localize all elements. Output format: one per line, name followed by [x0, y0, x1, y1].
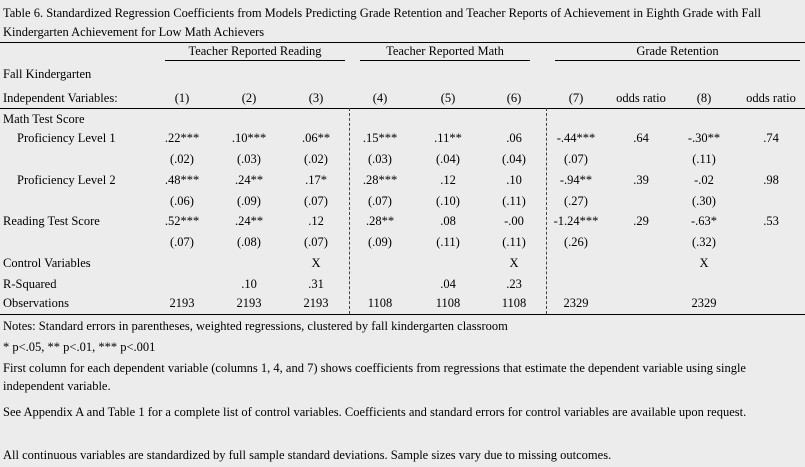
reading-coef-cell: .53	[763, 214, 779, 228]
obs-cell: 2193	[169, 296, 195, 310]
group-header-reading	[165, 44, 345, 59]
reading-se-cell: (.07)	[304, 235, 328, 249]
reading-coef-cell: .52***	[164, 214, 200, 228]
pl1-se-cell: (.03)	[237, 152, 261, 166]
column-header: (8)	[696, 91, 712, 105]
pl2-coef-cell: .39	[633, 173, 649, 187]
pl1-coef-cell: .11**	[434, 131, 462, 145]
pl1-coef-cell: .22***	[164, 131, 200, 145]
column-header: (6)	[506, 91, 522, 105]
group-underline-math	[360, 60, 530, 61]
reading-coef-cell: -.00	[504, 214, 524, 228]
pl1-coef-cell: .15***	[362, 131, 398, 145]
pl2-coef-cell: .24**	[234, 173, 264, 187]
rsq-cell: .31	[308, 277, 324, 291]
group-underline-reading	[165, 60, 345, 61]
group-header-reading-label: Teacher Reported Reading	[188, 44, 322, 58]
row-label-obs: Observations	[3, 296, 69, 310]
row-label-control: Control Variables	[3, 256, 91, 270]
table-title: Table 6. Standardized Regression Coefficients from Models Predicting Grade Retention and Teacher Reports of Achievement in Eighth Grade with Fall Kindergarten Achievement for Low Math Achievers	[3, 6, 762, 39]
pl1-se-cell: (.02)	[170, 152, 194, 166]
reading-se-cell: (.11)	[502, 235, 526, 249]
column-header: (3)	[308, 91, 324, 105]
control-cell: X	[311, 256, 321, 270]
obs-cell: 2193	[303, 296, 329, 310]
pl2-se-cell: (.06)	[170, 194, 194, 208]
pl2-coef-cell: .48***	[164, 173, 200, 187]
reading-se-cell: (.07)	[170, 235, 194, 249]
pl2-coef-cell: -.02	[694, 173, 714, 187]
row-label-rsq: R-Squared	[3, 277, 57, 291]
pl2-se-cell: (.09)	[237, 194, 261, 208]
note-first-column: First column for each dependent variable (columns 1, 4, and 7) shows coefficients from regressions that estimate the dependent variable using single independent variable.	[3, 361, 746, 393]
rsq-cell: .23	[506, 277, 522, 291]
column-header: (5)	[440, 91, 456, 105]
row-label-reading: Reading Test Score	[3, 214, 100, 228]
pl2-se-cell: (.07)	[304, 194, 328, 208]
control-cell: X	[699, 256, 709, 270]
column-header: odds ratio	[746, 91, 796, 105]
pl1-coef-cell: -.44***	[556, 131, 596, 145]
row-label-pl2: Proficiency Level 2	[17, 173, 116, 187]
obs-cell: 2193	[236, 296, 262, 310]
bottom-rule	[0, 314, 805, 315]
reading-coef-cell: .12	[308, 214, 324, 228]
reading-se-cell: (.09)	[368, 235, 392, 249]
reading-coef-cell: .29	[633, 214, 649, 228]
top-rule	[0, 42, 805, 43]
pl1-coef-cell: .06**	[301, 131, 331, 145]
column-header: odds ratio	[616, 91, 666, 105]
rsq-cell: .10	[241, 277, 257, 291]
pl2-coef-cell: .10	[506, 173, 522, 187]
pl1-se-cell: (.07)	[564, 152, 588, 166]
pl2-coef-cell: .12	[440, 173, 456, 187]
pl1-coef-cell: -.30**	[687, 131, 721, 145]
pl1-coef-cell: .64	[633, 131, 649, 145]
pl1-se-cell: (.02)	[304, 152, 328, 166]
note-significance: * p<.05, ** p<.01, *** p<.001	[3, 340, 156, 354]
reading-se-cell: (.26)	[564, 235, 588, 249]
note-standard-errors: Notes: Standard errors in parentheses, weighted regressions, clustered by fall kindergarten classroom	[3, 319, 508, 333]
pl1-se-cell: (.03)	[368, 152, 392, 166]
group-header-math	[360, 44, 530, 59]
pl1-coef-cell: .10***	[231, 131, 267, 145]
stub-header-line1: Fall Kindergarten	[3, 67, 92, 81]
pl2-coef-cell: -.94**	[559, 173, 593, 187]
obs-cell: 2329	[563, 296, 589, 310]
header-rule	[0, 108, 805, 109]
obs-cell: 1108	[367, 296, 393, 310]
reading-se-cell: (.11)	[436, 235, 460, 249]
pl2-coef-cell: .98	[763, 173, 779, 187]
reading-coef-cell: .08	[440, 214, 456, 228]
column-header: (1)	[174, 91, 190, 105]
group-header-retention	[555, 44, 800, 59]
reading-coef-cell: -.63*	[690, 214, 718, 228]
reading-se-cell: (.08)	[237, 235, 261, 249]
note-standardized: All continuous variables are standardized by full sample standard deviations. Sample sizes vary due to missing outcomes.	[3, 448, 612, 462]
pl2-coef-cell: .17*	[305, 173, 327, 187]
group-header-retention-label: Grade Retention	[636, 44, 719, 58]
pl1-coef-cell: .06	[506, 131, 522, 145]
obs-cell: 1108	[501, 296, 527, 310]
pl2-se-cell: (.30)	[692, 194, 716, 208]
column-header: (4)	[372, 91, 388, 105]
pl2-se-cell: (.07)	[368, 194, 392, 208]
rsq-cell: .04	[440, 277, 456, 291]
pl1-se-cell: (.04)	[436, 152, 460, 166]
row-label-pl1: Proficiency Level 1	[17, 131, 116, 145]
note-control-variables: See Appendix A and Table 1 for a complete list of control variables. Coefficients and standard errors for control variables are available upon request.	[3, 405, 747, 419]
pl2-se-cell: (.27)	[564, 194, 588, 208]
pl1-se-cell: (.04)	[502, 152, 526, 166]
stub-header-line2: Independent Variables:	[3, 91, 118, 105]
group-underline-retention	[555, 60, 800, 61]
row-label-math-score: Math Test Score	[3, 112, 85, 126]
pl1-se-cell: (.11)	[692, 152, 716, 166]
reading-coef-cell: .28**	[365, 214, 395, 228]
pl2-se-cell: (.10)	[436, 194, 460, 208]
column-header: (2)	[241, 91, 257, 105]
column-header: (7)	[568, 91, 584, 105]
reading-se-cell: (.32)	[692, 235, 716, 249]
pl2-coef-cell: .28***	[362, 173, 398, 187]
control-cell: X	[509, 256, 519, 270]
reading-coef-cell: -1.24***	[553, 214, 599, 228]
pl1-coef-cell: .74	[763, 131, 779, 145]
obs-cell: 1108	[435, 296, 461, 310]
pl2-se-cell: (.11)	[502, 194, 526, 208]
group-header-math-label: Teacher Reported Math	[386, 44, 504, 58]
reading-coef-cell: .24**	[234, 214, 264, 228]
obs-cell: 2329	[691, 296, 717, 310]
